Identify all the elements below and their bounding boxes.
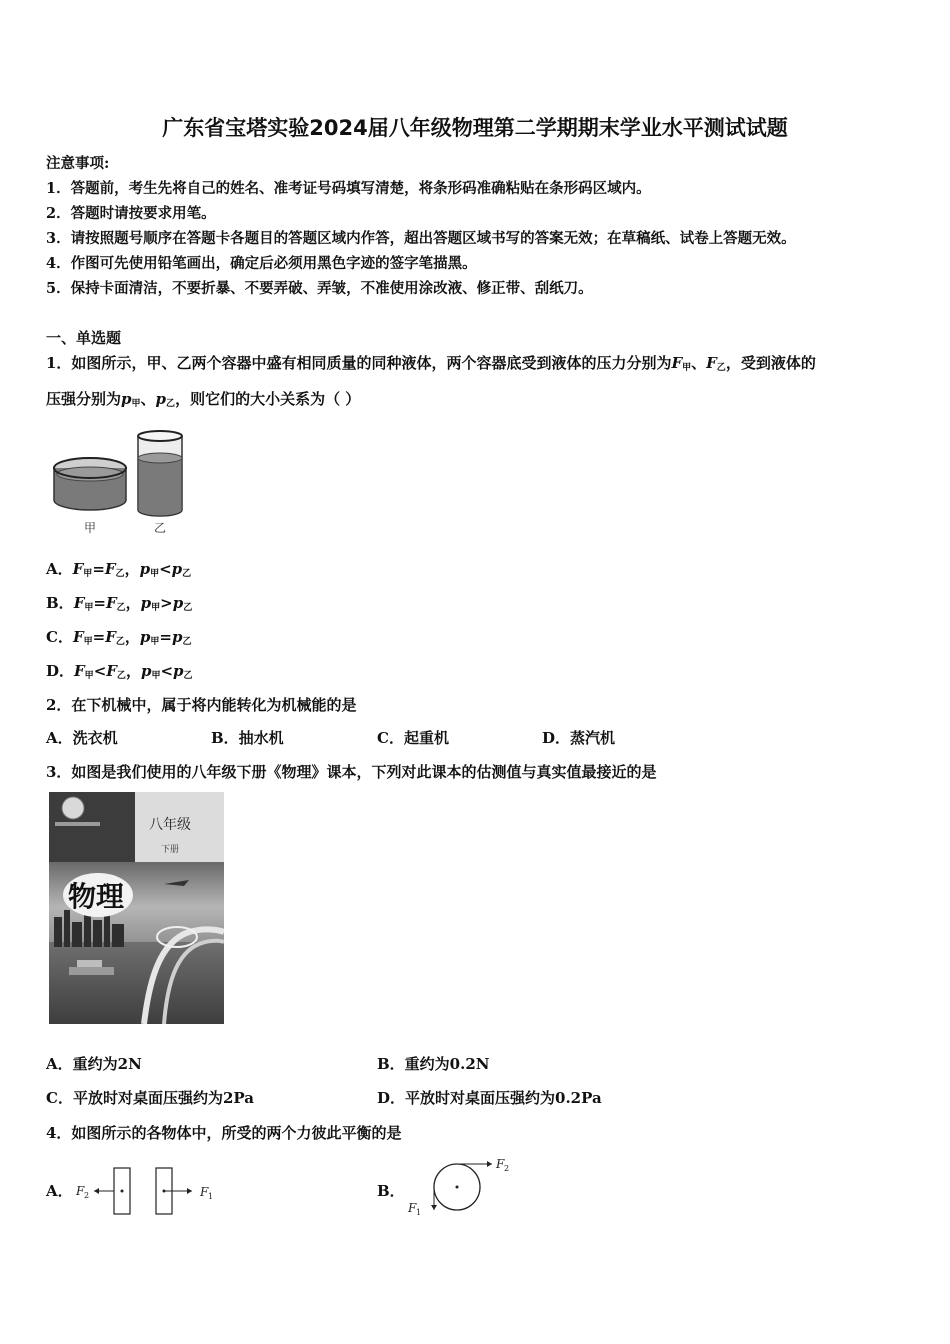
book-volume: 下册 xyxy=(161,845,180,855)
section-heading: 一、单选题 xyxy=(46,329,122,347)
q2-option-a[interactable]: A．洗衣机 xyxy=(46,729,118,747)
svg-text:F: F xyxy=(200,1185,209,1199)
notes-heading: 注意事项: xyxy=(46,155,110,172)
q4-option-a[interactable]: A． xyxy=(46,1182,73,1200)
svg-text:2: 2 xyxy=(84,1191,90,1200)
q2-option-c[interactable]: C．起重机 xyxy=(377,729,449,747)
q3-option-c[interactable]: C．平放时对桌面压强约为2Pa xyxy=(46,1089,254,1107)
q2-option-d[interactable]: D．蒸汽机 xyxy=(542,729,616,747)
q2-option-b[interactable]: B．抽水机 xyxy=(211,729,284,747)
q3-option-d[interactable]: D．平放时对桌面压强约为0.2Pa xyxy=(377,1089,602,1107)
q1-option-c[interactable]: C．$F_甲=F_乙$，$p_甲=p_乙$ xyxy=(46,628,192,647)
containers-figure xyxy=(50,428,200,536)
textbook-cover-image xyxy=(49,792,224,1024)
svg-text:2: 2 xyxy=(504,1164,510,1173)
book-subject: 物理 xyxy=(68,880,125,913)
q1-option-b[interactable]: B．$F_甲=F_乙$，$p_甲>p_乙$ xyxy=(46,594,193,613)
force-figure-a xyxy=(74,1162,224,1220)
book-grade: 八年级 xyxy=(149,817,191,833)
container-yi xyxy=(138,431,182,516)
note-item: 4．作图可先使用铅笔画出，确定后必须用黑色字迹的签字笔描黑。 xyxy=(46,255,477,272)
note-item: 2．答题时请按要求用笔。 xyxy=(46,205,216,222)
question-1-line2: 压强分别为$p_甲$、$p_乙$，则它们的大小关系为（ ） xyxy=(46,390,361,409)
question-1-line1: 1．如图所示，甲、乙两个容器中盛有相同质量的同种液体，两个容器底受到液体的压力分别为$F_甲$、$F_乙$，受到液体的 xyxy=(46,354,816,373)
page-title: 广东省宝塔实验2024届八年级物理第二学期期末学业水平测试试题 xyxy=(162,116,788,140)
container-jia xyxy=(54,458,126,510)
note-item: 3．请按照题号顺序在答题卡各题目的答题区域内作答，超出答题区域书写的答案无效；在草稿纸、试卷上答题无效。 xyxy=(46,230,796,247)
q4-option-b[interactable]: B． xyxy=(377,1182,405,1200)
note-item: 5．保持卡面清洁，不要折暴、不要弄破、弄皱，不准使用涂改液、修正带、刮纸刀。 xyxy=(46,280,593,297)
svg-text:F: F xyxy=(408,1201,417,1215)
force-figure-b xyxy=(404,1152,524,1218)
note-item: 1．答题前，考生先将自己的姓名、准考证号码填写清楚，将条形码准确粘贴在条形码区域内。 xyxy=(46,180,651,197)
svg-text:1: 1 xyxy=(416,1208,422,1217)
q1-option-d[interactable]: D．$F_甲<F_乙$，$p_甲<p_乙$ xyxy=(46,662,193,681)
svg-text:F: F xyxy=(496,1157,505,1171)
label-jia: 甲 xyxy=(84,521,97,535)
question-4: 4．如图所示的各物体中，所受的两个力彼此平衡的是 xyxy=(46,1124,402,1142)
svg-text:F: F xyxy=(76,1184,85,1198)
q1-option-a[interactable]: A．$F_甲=F_乙$，$p_甲<p_乙$ xyxy=(46,560,192,579)
q3-option-b[interactable]: B．重约为0.2N xyxy=(377,1055,490,1073)
svg-text:1: 1 xyxy=(208,1192,214,1201)
q3-option-a[interactable]: A．重约为2N xyxy=(46,1055,142,1073)
question-2: 2．在下机械中，属于将内能转化为机械能的是 xyxy=(46,696,357,714)
label-yi: 乙 xyxy=(154,521,167,535)
question-3: 3．如图是我们使用的八年级下册《物理》课本，下列对此课本的估测值与真实值最接近的是 xyxy=(46,763,657,781)
